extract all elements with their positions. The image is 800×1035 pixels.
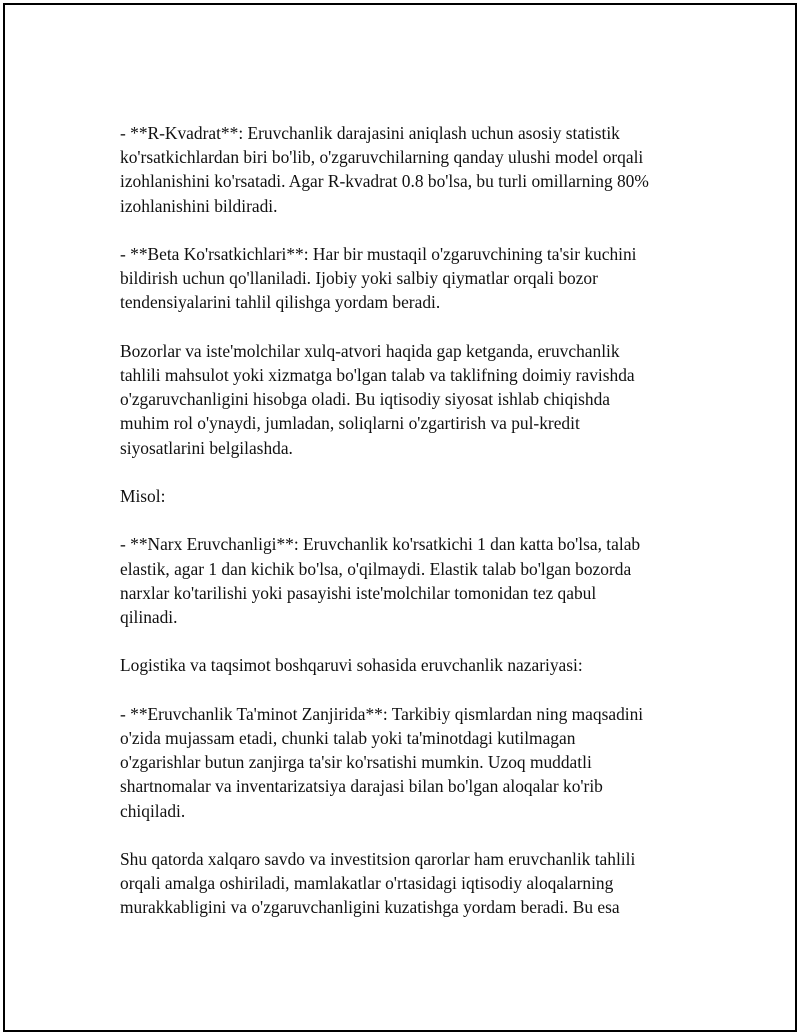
text-line: murakkabligini va o'zgaruvchanligini kuzatishga yordam beradi. Bu esa	[120, 897, 620, 918]
document-body	[120, 121, 690, 944]
text-line: siyosatlarini belgilashda.	[120, 437, 293, 458]
text-line: narxlar ko'tarilishi yoki pasayishi iste'molchilar tomonidan tez qabul	[120, 582, 597, 603]
text-line: - **Narx Eruvchanligi**: Eruvchanlik ko'rsatkichi 1 dan katta bo'lsa, talab	[120, 534, 641, 555]
text-line: tendensiyalarini tahlil qilishga yordam beradi.	[120, 292, 441, 313]
text-line: izohlanishini ko'rsatadi. Agar R-kvadrat 0.8 bo'lsa, bu turli omillarning 80%	[120, 171, 649, 192]
document-page	[3, 3, 797, 1032]
text-line: o'zida mujassam etadi, chunki talab yoki ta'minotdagi kutilmagan	[120, 727, 576, 748]
text-line: Misol:	[120, 486, 166, 506]
text-line: - **Eruvchanlik Ta'minot Zanjirida**: Tarkibiy qismlardan ning maqsadini	[120, 703, 644, 724]
text-line: shartnomalar va inventarizatsiya darajasi bilan bo'lgan aloqalar ko'rib	[120, 776, 603, 797]
text-line: orqali amalga oshiriladi, mamlakatlar o'rtasidagi iqtisodiy aloqalarning	[120, 873, 614, 894]
text-line: ko'rsatkichlardan biri bo'lib, o'zgaruvchilarning qanday ulushi model orqali	[120, 147, 644, 168]
paragraph-logistika	[120, 653, 690, 677]
paragraph-beta	[120, 242, 690, 315]
text-line: - **Beta Ko'rsatkichlari**: Har bir mustaqil o'zgaruvchining ta'sir kuchini	[120, 244, 637, 264]
text-line: izohlanishini bildiradi.	[120, 195, 278, 216]
text-line: qilinadi.	[120, 607, 178, 627]
text-line: - **R-Kvadrat**: Eruvchanlik darajasini aniqlash uchun asosiy statistik	[120, 123, 620, 143]
paragraph-xalqaro	[120, 847, 690, 920]
paragraph-r-kvadrat	[120, 121, 690, 218]
paragraph-narx	[120, 532, 690, 629]
text-line: muhim rol o'ynaydi, jumladan, soliqlarni o'zgartirish va pul-kredit	[120, 413, 580, 434]
paragraph-bozorlar	[120, 339, 690, 460]
text-line: tahlili mahsulot yoki xizmatga bo'lgan talab va taklifning doimiy ravishda	[120, 365, 635, 385]
text-line: Shu qatorda xalqaro savdo va investitsion qarorlar ham eruvchanlik tahlili	[120, 848, 636, 869]
text-line: o'zgarishlar butun zanjirga ta'sir ko'rsatishi mumkin. Uzoq muddatli	[120, 752, 592, 773]
text-line: elastik, agar 1 dan kichik bo'lsa, o'qilmaydi. Elastik talab bo'lgan bozorda	[120, 558, 632, 579]
paragraph-misol	[120, 484, 690, 508]
text-line: o'zgaruvchanligini hisobga oladi. Bu iqtisodiy siyosat ishlab chiqishda	[120, 389, 611, 410]
text-line: chiqiladi.	[120, 800, 186, 821]
text-line: bildirish uchun qo'llaniladi. Ijobiy yoki salbiy qiymatlar orqali bozor	[120, 268, 598, 289]
text-line: Logistika va taqsimot boshqaruvi sohasida eruvchanlik nazariyasi:	[120, 655, 583, 676]
paragraph-taminot	[120, 702, 690, 823]
text-line: Bozorlar va iste'molchilar xulq-atvori haqida gap ketganda, eruvchanlik	[120, 340, 620, 361]
